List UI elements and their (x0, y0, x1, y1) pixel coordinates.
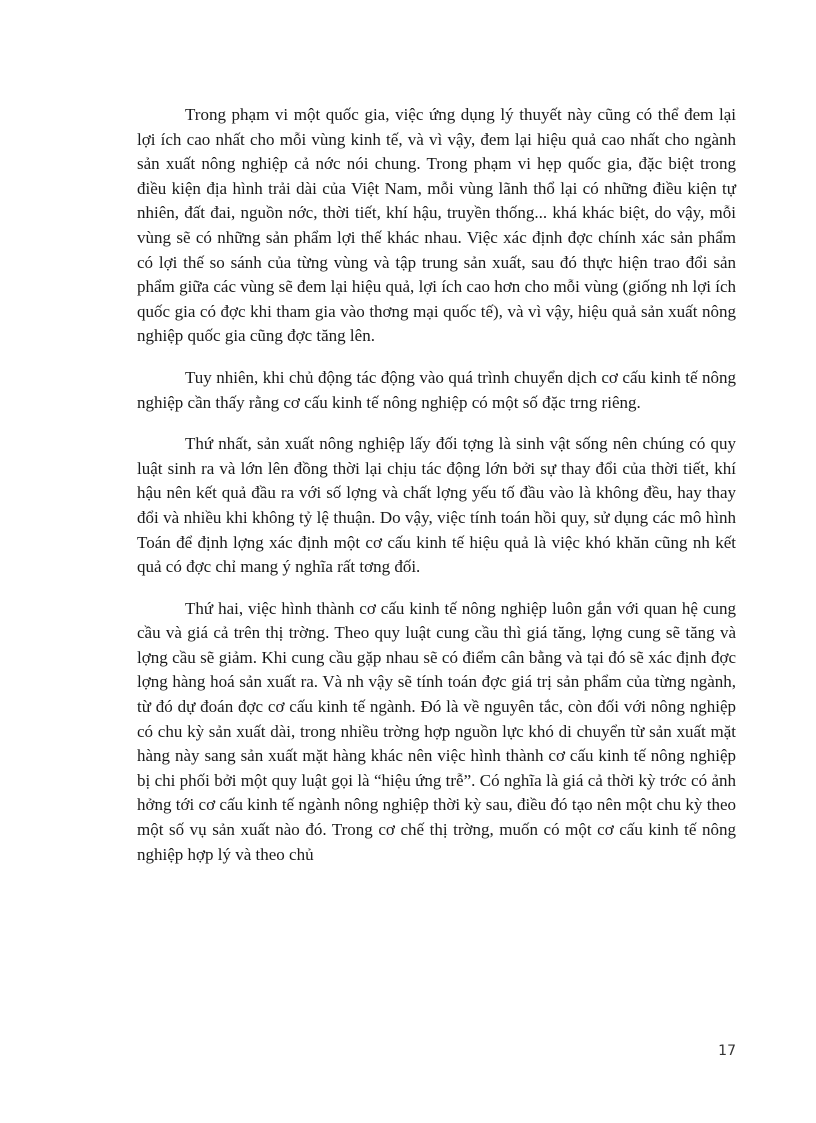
document-body (137, 103, 736, 884)
paragraph-characteristics-intro: Tuy nhiên, khi chủ động tác động vào quá trình chuyển dịch cơ cấu kinh tế nông nghiệp cần thấy rằng cơ cấu kinh tế nông nghiệp có một số đặc trng riêng. (137, 367, 736, 412)
paragraph-first-characteristic: Thứ nhất, sản xuất nông nghiệp lấy đối tợng là sinh vật sống nên chúng có quy luật sinh ra và lớn lên đồng thời lại chịu tác động lớn bởi sự thay đổi của thời tiết, khí hậu nên kết quả đầu ra với số lợng và chất lợng yếu tố đầu vào là không đều, hay thay đổi và nhiều khi không tỷ lệ thuận. Do vậy, việc tính toán hồi quy, sử dụng các mô hình Toán để định lợng xác định một cơ cấu kinh tế hiệu quả là việc khó khăn cũng nh kết quả có đợc chỉ mang ý nghĩa rất tơng đối. (137, 434, 736, 577)
paragraph-comparative-advantage: Trong phạm vi một quốc gia, việc ứng dụng lý thuyết này cũng có thể đem lại lợi ích cao nhất cho mỗi vùng kinh tế, và vì vậy, đem lại hiệu quả cao nhất cho ngành sản xuất nông nghiệp cả nớc nói chung. Trong phạm vi hẹp quốc gia, đặc biệt trong điều kiện địa hình trải dài của Việt Nam, mỗi vùng lãnh thổ lại có những điều kiện tự nhiên, đất đai, nguồn nớc, thời tiết, khí hậu, truyền thống... khá khác biệt, do vậy, mỗi vùng sẽ có những sản phẩm lợi thế khác nhau. Việc xác định đợc chính xác sản phẩm có lợi thế so sánh của từng vùng và tập trung sản xuất, sau đó thực hiện trao đổi sản phẩm giữa các vùng sẽ đem lại hiệu quả, lợi ích cao hơn cho mỗi vùng (giống nh lợi ích quốc gia có đợc khi tham gia vào thơng mại quốc tế), và vì vậy, hiệu quả sản xuất nông nghiệp quốc gia cũng đợc tăng lên. (137, 105, 736, 346)
page-number: 17 (718, 1043, 736, 1059)
paragraph-second-characteristic: Thứ hai, việc hình thành cơ cấu kinh tế nông nghiệp luôn gắn với quan hệ cung cầu và giá cả trên thị trờng. Theo quy luật cung cầu thì giá tăng, lợng cung sẽ tăng và lợng cầu sẽ giảm. Khi cung cầu gặp nhau sẽ có điểm cân bằng và tại đó sẽ xác định đợc lợng hàng hoá sản xuất ra. Và nh vậy sẽ tính toán đợc giá trị sản phẩm của từng ngành, từ đó dự đoán đợc cơ cấu kinh tế ngành. Đó là về nguyên tắc, còn đối với nông nghiệp có chu kỳ sản xuất dài, trong nhiều trờng hợp nguồn lực khó di chuyển từ sản xuất mặt hàng này sang sản xuất mặt hàng khác nên việc hình thành cơ cấu kinh tế nông nghiệp bị chi phối bởi một quy luật gọi là “hiệu ứng trễ”. Có nghĩa là giá cả thời kỳ trớc có ảnh hởng tới cơ cấu kinh tế ngành nông nghiệp thời kỳ sau, điều đó tạo nên một chu kỳ theo một số vụ sản xuất nào đó. Trong cơ chế thị trờng, muốn có một cơ cấu kinh tế nông nghiệp hợp lý và theo chủ (137, 598, 736, 864)
